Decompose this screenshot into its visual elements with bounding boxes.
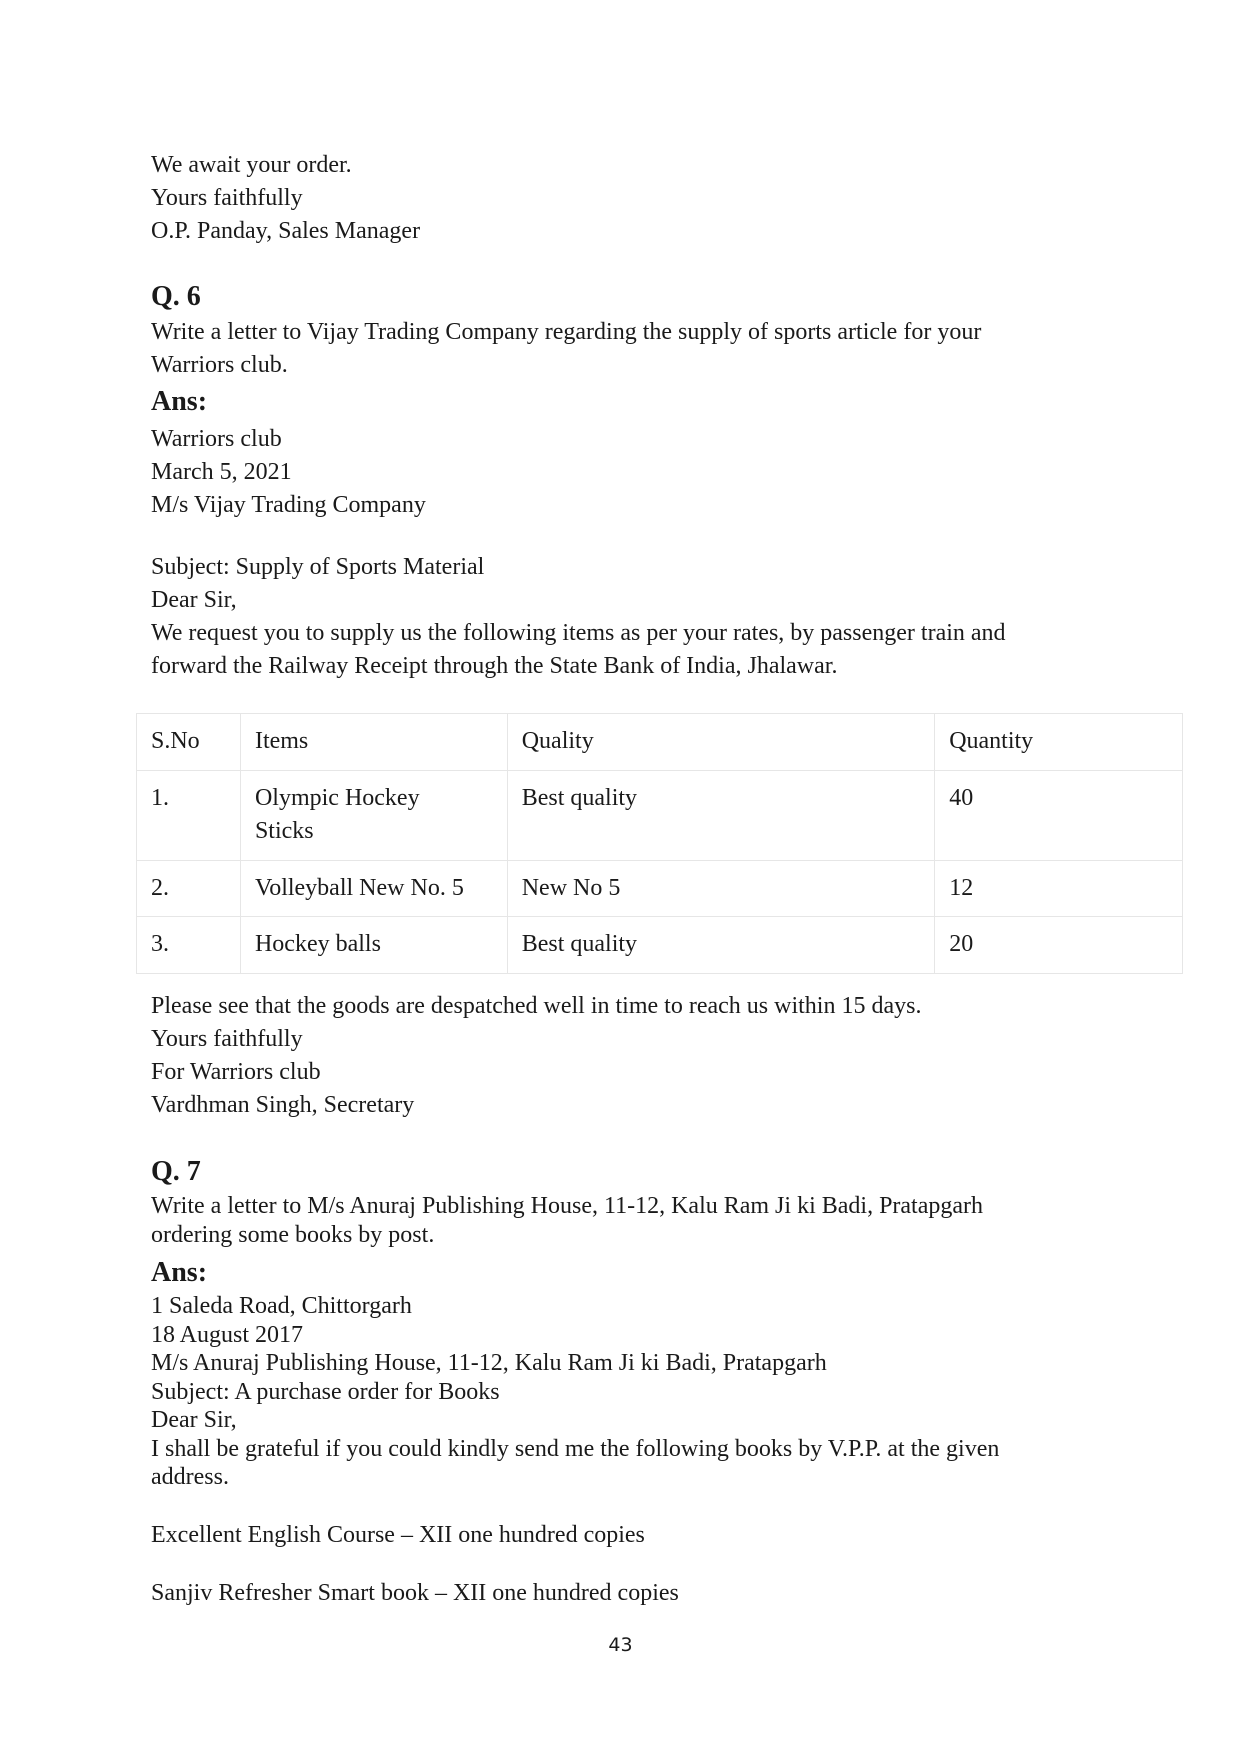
question-heading-q6: Q. 6 <box>151 281 201 312</box>
closing-line: We await your order. <box>151 152 352 178</box>
item-line: Olympic Hockey <box>254 785 420 811</box>
closing-line: Yours faithfully <box>151 185 303 211</box>
table-cell: 3. <box>137 917 241 974</box>
table-cell: New No 5 <box>507 861 934 917</box>
table-header-row <box>137 714 1183 771</box>
body-text: forward the Railway Receipt through the State Bank of India, Jhalawar. <box>151 653 838 679</box>
table-header-cell: Items <box>240 714 507 771</box>
table-row <box>137 861 1183 917</box>
table-cell: 40 <box>935 771 1183 861</box>
answer-label: Ans: <box>151 1257 208 1288</box>
address-line: 1 Saleda Road, Chittorgarh <box>151 1293 412 1319</box>
table-cell: 20 <box>935 917 1183 974</box>
table-header-cell: S.No <box>137 714 241 771</box>
salutation-line: Dear Sir, <box>151 1407 237 1433</box>
body-text: We request you to supply us the following items as per your rates, by passenger train and <box>151 620 1006 646</box>
item-line: Sticks <box>254 818 314 844</box>
book-line: Excellent English Course – XII one hundred copies <box>151 1522 645 1548</box>
table-row <box>137 917 1183 974</box>
book-line: Sanjiv Refresher Smart book – XII one hundred copies <box>151 1580 679 1606</box>
page-number: 43 <box>608 1634 633 1656</box>
question-text: Warriors club. <box>151 352 288 378</box>
items-table <box>136 713 1183 974</box>
signature-line: O.P. Panday, Sales Manager <box>151 218 421 244</box>
signature-line: Vardhman Singh, Secretary <box>151 1092 415 1118</box>
question-text: Write a letter to Vijay Trading Company regarding the supply of sports article for your <box>151 319 982 345</box>
salutation-line: Dear Sir, <box>151 587 237 613</box>
question-heading-q7: Q. 7 <box>151 1156 201 1187</box>
table-cell: 12 <box>935 861 1183 917</box>
table-cell: Volleyball New No. 5 <box>240 861 507 917</box>
table-header-cell: Quality <box>507 714 934 771</box>
answer-label: Ans: <box>151 386 208 417</box>
table-cell: 1. <box>137 771 241 861</box>
body-text: address. <box>151 1464 229 1490</box>
table-row <box>137 771 1183 861</box>
sender-line: Warriors club <box>151 426 282 452</box>
subject-line: Subject: Supply of Sports Material <box>151 554 485 580</box>
closing-line: Yours faithfully <box>151 1026 303 1052</box>
question-text: ordering some books by post. <box>151 1222 435 1248</box>
closing-line: Please see that the goods are despatched well in time to reach us within 15 days. <box>151 993 922 1019</box>
question-text: Write a letter to M/s Anuraj Publishing House, 11-12, Kalu Ram Ji ki Badi, Pratapgarh <box>151 1193 984 1219</box>
closing-line: For Warriors club <box>151 1059 321 1085</box>
table-cell: Hockey balls <box>240 917 507 974</box>
table-cell: Best quality <box>507 917 934 974</box>
body-text: I shall be grateful if you could kindly send me the following books by V.P.P. at the given <box>151 1436 1000 1462</box>
recipient-line: M/s Anuraj Publishing House, 11-12, Kalu Ram Ji ki Badi, Pratapgarh <box>151 1350 827 1376</box>
date-line: 18 August 2017 <box>151 1322 304 1348</box>
subject-line: Subject: A purchase order for Books <box>151 1379 500 1405</box>
table-cell: Best quality <box>507 771 934 861</box>
table-cell: 2. <box>137 861 241 917</box>
date-line: March 5, 2021 <box>151 459 292 485</box>
table-cell <box>240 771 507 861</box>
table-header-cell: Quantity <box>935 714 1183 771</box>
recipient-line: M/s Vijay Trading Company <box>151 492 426 518</box>
